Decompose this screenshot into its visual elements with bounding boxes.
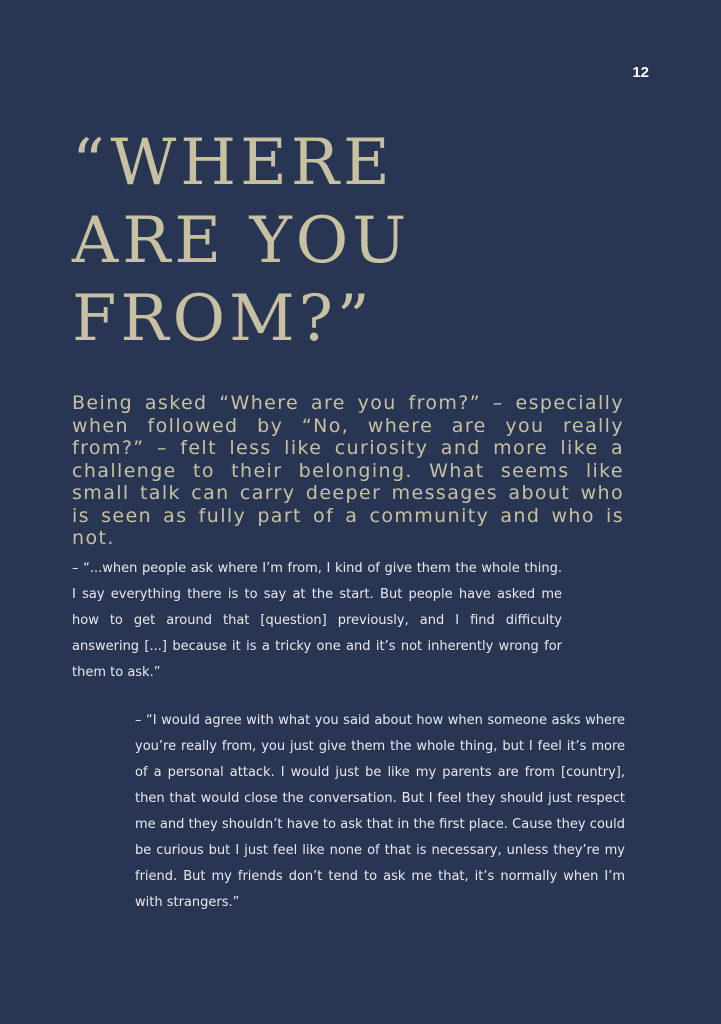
page-number: 12 [632, 64, 649, 81]
page-title [72, 124, 672, 358]
title-line-2: ARE YOU [72, 204, 411, 278]
participant-quote-1: – “...when people ask where I’m from, I kind of give them the whole thing. I say everything there is to say at the start. But people have asked me how to get around that [question] previously, and I find difficulty answering [...] because it is a tricky one and it’s not inherently wrong for them to ask.” [72, 561, 562, 680]
title-line-3: FROM?” [72, 282, 374, 356]
lede-paragraph: Being asked “Where are you from?” – especially when followed by “No, where are you really from?” – felt less like curiosity and more like a challenge to their belonging. What seems like small talk can carry deeper messages about who is seen as fully part of a community and who is not. [72, 392, 624, 549]
participant-quote-2: – “I would agree with what you said about how when someone asks where you’re really from, you just give them the whole thing, but I feel it’s more of a personal attack. I would just be like my parents are from [country], then that would close the conversation. But I feel they should just respect me and they shouldn’t have to ask that in the first place. Cause they could be curious but I just feel like none of that is necessary, unless they’re my friend. But my friends don’t tend to ask me that, it’s normally when I’m with strangers.” [135, 713, 625, 910]
title-line-1: “WHERE [72, 126, 394, 200]
